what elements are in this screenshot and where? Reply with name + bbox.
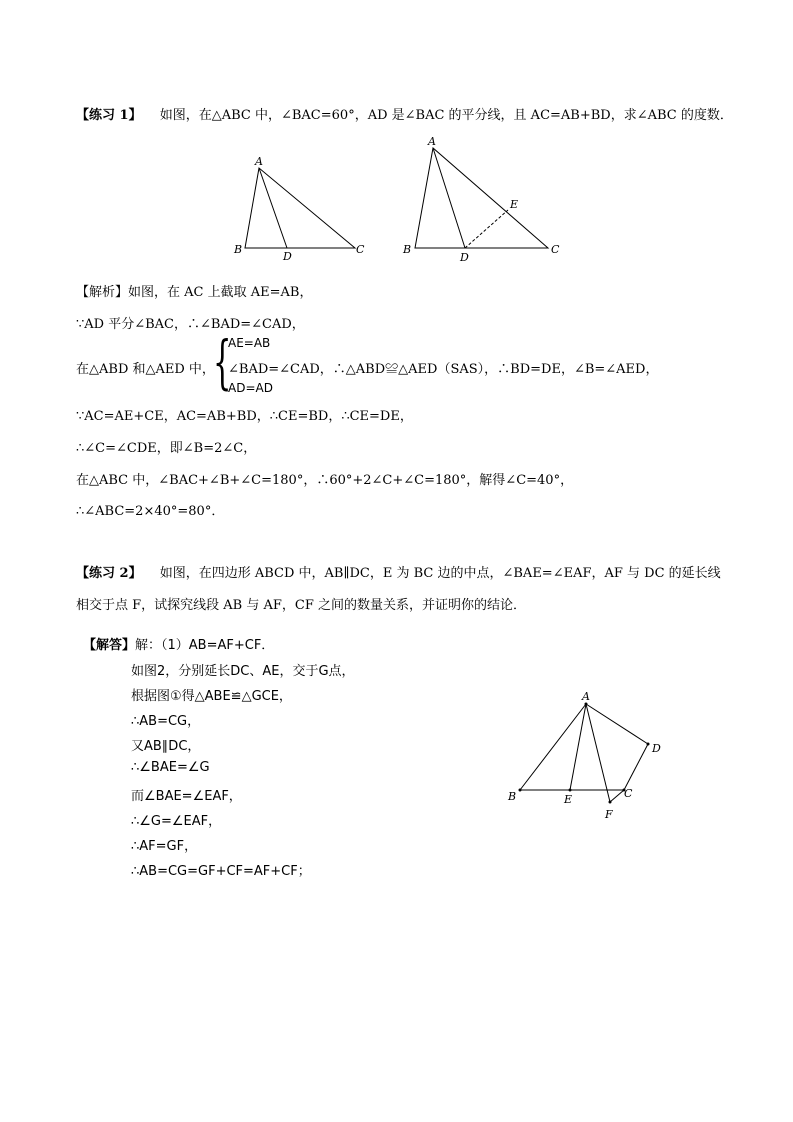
brace-line-3: AD=AD [228,381,273,395]
solution-line-6: 在△ABC 中，∠BAC+∠B+∠C=180°，∴60°+2∠C+∠C=180°，解得∠C=40°， [76,473,574,488]
label-b: B [508,790,517,803]
segment-af [586,704,610,802]
segment-ad [433,148,465,248]
exercise-1-heading [76,104,733,123]
label-d: D [460,251,469,264]
exercise-2-heading [76,562,721,581]
answer-line-6: ∴∠BAE=∠G [131,760,210,775]
brace-line-1: AE=AB [228,336,271,350]
label-f: F [605,808,613,821]
answer-line-8: ∴∠G=∠EAF， [131,814,222,829]
answer-line-7: 而∠BAE=∠EAF， [131,789,242,804]
label-c: C [551,243,560,256]
solution-line-5: ∴∠C=∠CDE，即∠B=2∠C， [76,441,257,456]
segment-cf [610,790,624,802]
segment-ae [570,704,586,790]
answer-line-4: ∴AB=CG， [131,714,201,729]
figure-3-quadrilateral [500,690,680,825]
label-c: C [356,243,365,256]
solution-line-1: 【解析】如图，在 AC 上截取 AE=AB， [76,285,313,300]
solution-line-3-prefix: 在△ABD 和△AED 中， [76,362,215,377]
brace-line-2: ∠BAD=∠CAD，∴△ABD≌△AED（SAS），∴BD=DE，∠B=∠AED， [228,362,659,377]
answer-tag: 【解答】 [83,638,136,653]
label-d: D [283,250,292,263]
label-d: D [652,742,661,755]
answer-line-3: 根据图①得△ABE≌△GCE， [131,689,292,704]
label-a: A [582,690,590,703]
answer-line-10: ∴AB=CG=GF+CF=AF+CF； [131,864,311,879]
solution-line-4: ∵AC=AE+CE，AC=AB+BD，∴CE=BD，∴CE=DE， [76,409,413,424]
label-a: A [255,155,263,168]
solution-line-2: ∵AD 平分∠BAC，∴∠BAD=∠CAD， [76,317,305,332]
answer-line-1 [83,634,274,653]
label-b: B [234,243,243,256]
figure-2-triangle [395,130,575,265]
exercise-2-problem-line-1: 如图，在四边形 ABCD 中，AB∥DC，E 为 BC 边的中点，∠BAE=∠EAF，AF 与 DC 的延长线 [159,566,721,581]
answer-line-2: 如图2，分别延长DC、AE，交于G点， [131,664,355,679]
answer-line-5: 又AB∥DC， [131,739,201,754]
label-c: C [624,787,633,800]
figure-1-triangle [225,150,375,265]
label-e: E [564,793,573,806]
solution-line-7: ∴∠ABC=2×40°=80°． [76,504,225,519]
answer-text-1: 解：（1）AB=AF+CF． [135,638,275,653]
label-e: E [510,198,519,211]
label-b: B [403,243,412,256]
exercise-1-problem: 如图，在△ABC 中，∠BAC=60°，AD 是∠BAC 的平分线，且 AC=AB+BD，求∠ABC 的度数． [159,108,733,123]
exercise-2-problem-line-2: 相交于点 F，试探究线段 AB 与 AF，CF 之间的数量关系，并证明你的结论． [76,598,526,613]
brace-symbol: { [213,328,232,396]
triangle-abc [245,168,355,248]
point-f [609,801,612,804]
answer-line-9: ∴AF=GF， [131,839,198,854]
segment-de [465,210,508,248]
exercise-2-tag: 【练习 2】 [76,566,142,581]
label-a: A [428,135,436,148]
point-d [647,743,650,746]
exercise-1-tag: 【练习 1】 [76,108,142,123]
point-e [569,789,572,792]
point-b [519,789,522,792]
